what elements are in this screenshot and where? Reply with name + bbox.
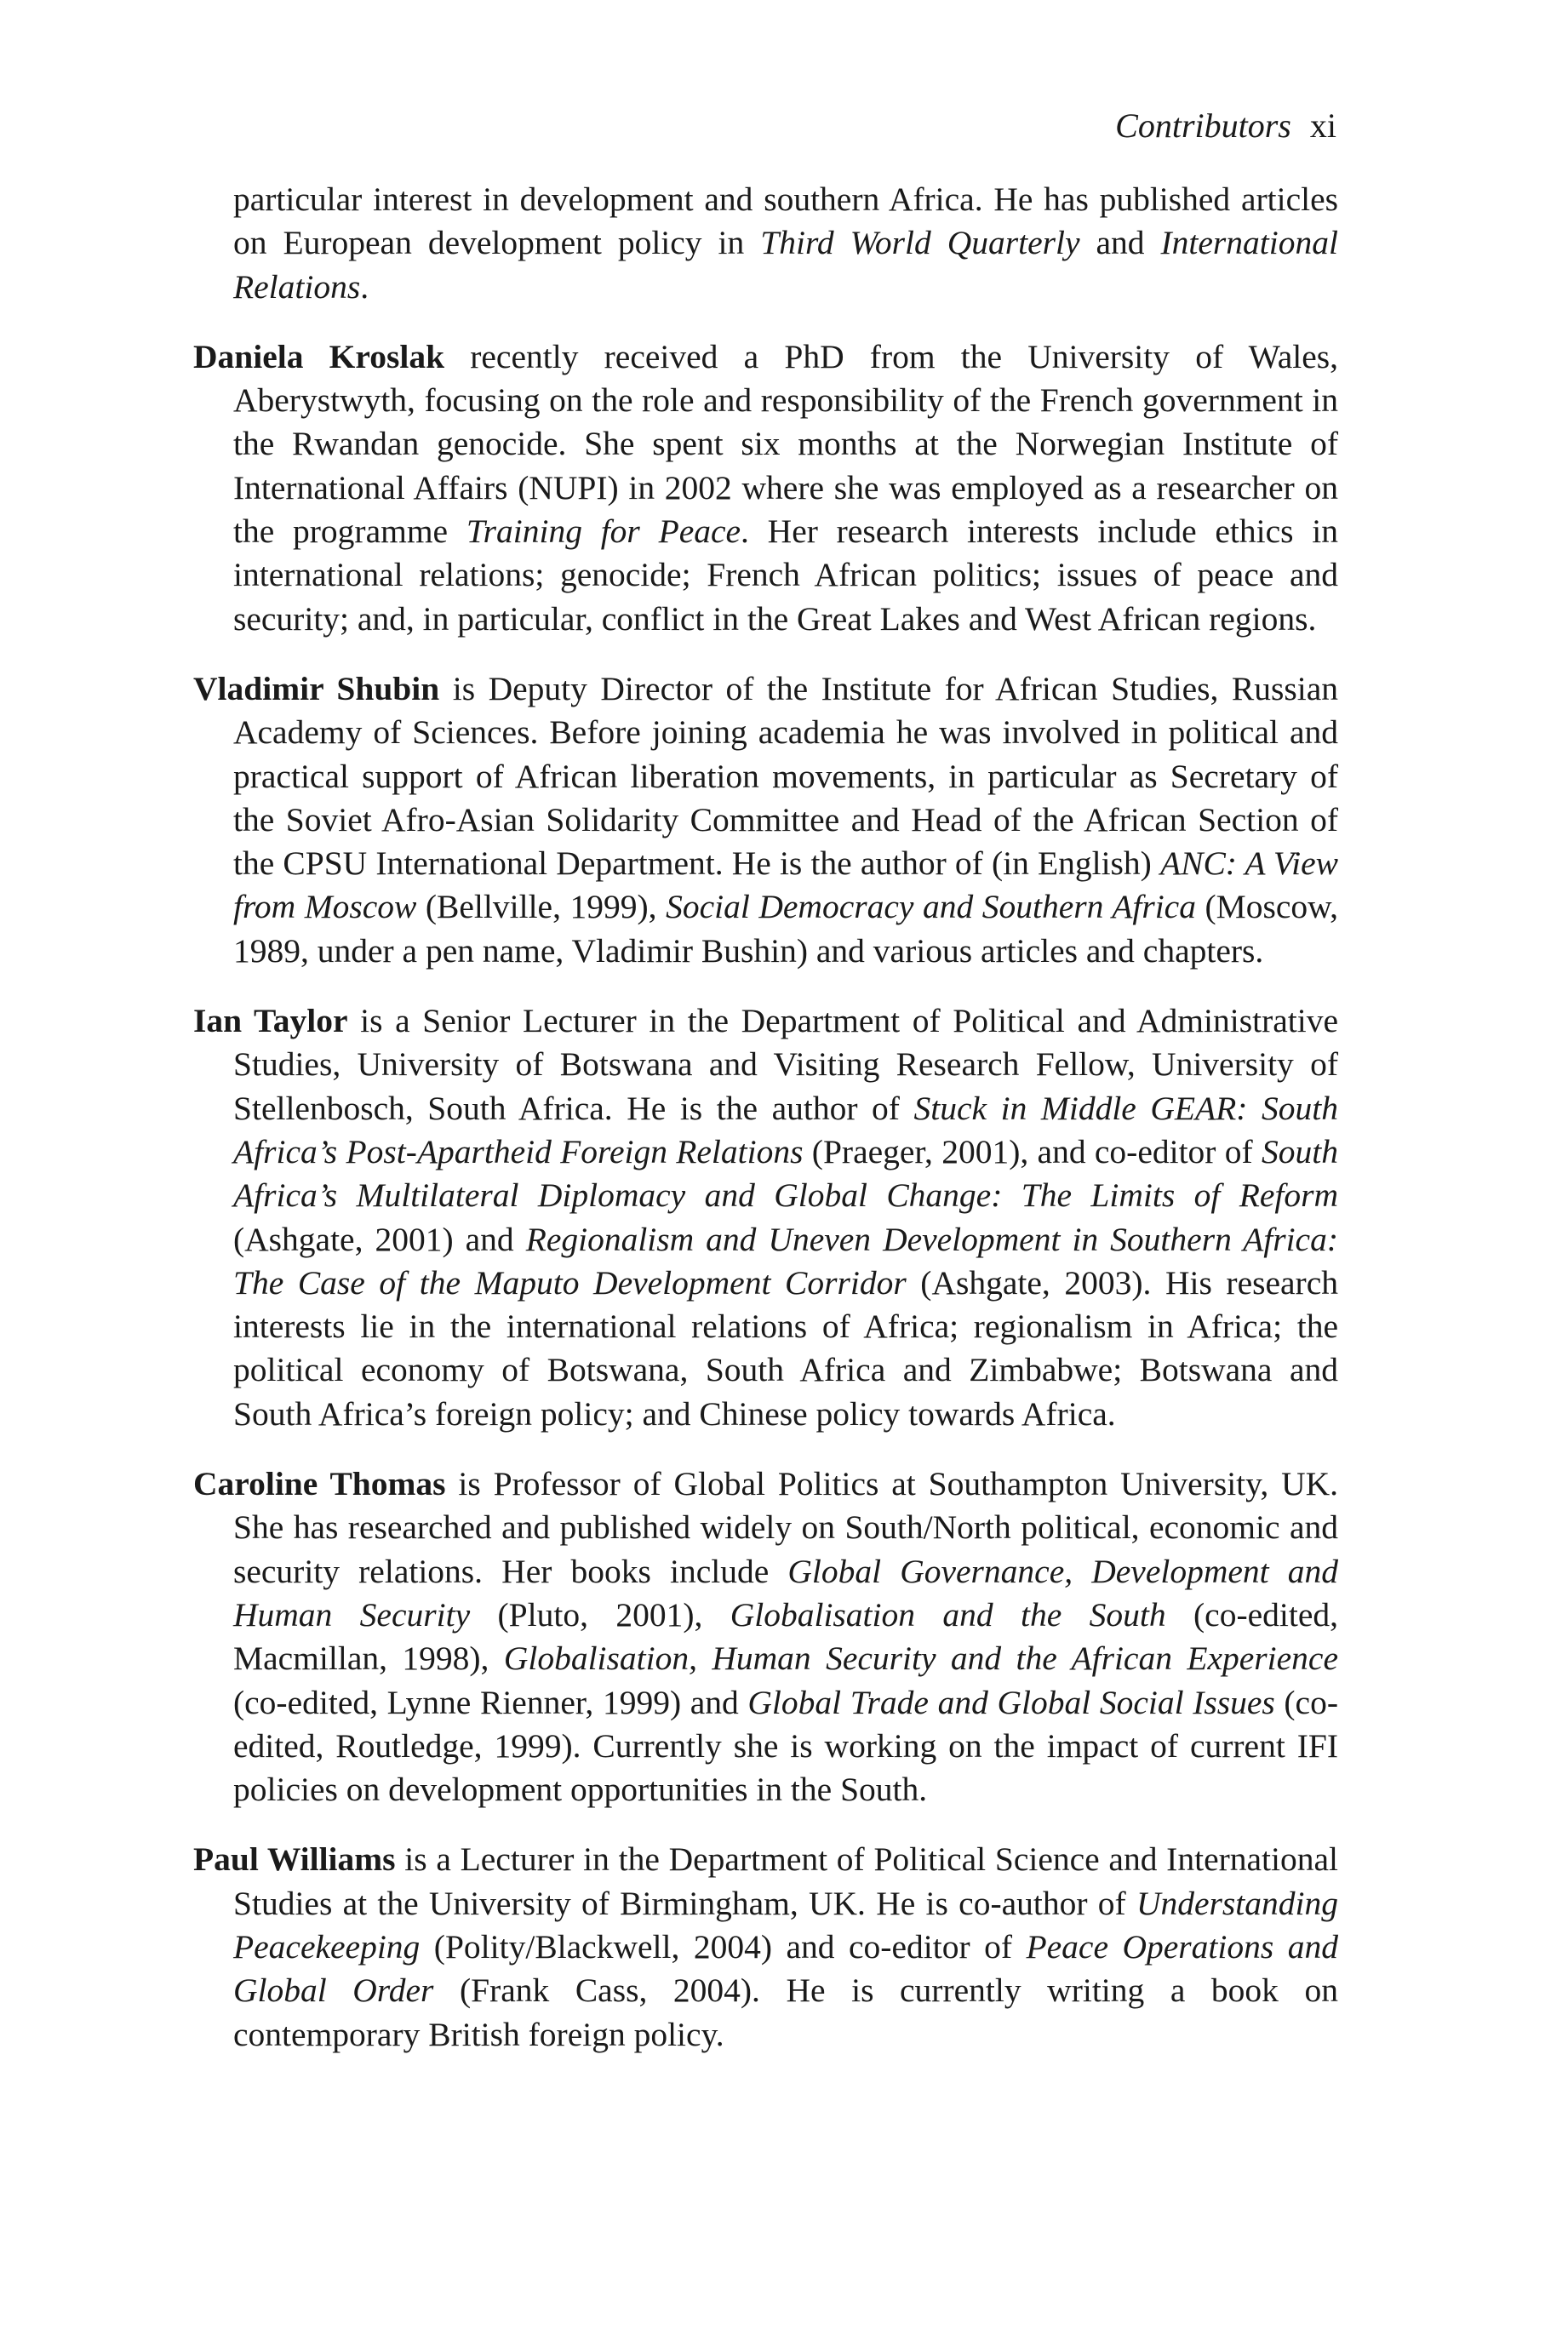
publication-title: Globalisation, Human Security and the African Experience: [503, 1640, 1338, 1678]
entry-text: (Bellville, 1999),: [416, 888, 667, 926]
entry-text: (Ashgate, 2003). His research interests lie in the international relations of Africa; regionalism in Africa; the political economy of Botswana, South Africa and Zimbabwe; Botswana and South Africa’s foreign policy; and Chinese policy towards Africa.: [233, 1263, 1338, 1433]
contributor-entry-continued: [193, 178, 1338, 309]
contributor-entry-taylor: [193, 999, 1338, 1436]
contributor-name: Paul Williams: [193, 1840, 396, 1879]
contributor-name: Daniela Kroslak: [193, 337, 445, 375]
entry-text: (co-edited, Macmillan, 1998),: [233, 1595, 1339, 1678]
entry-text: particular interest in development and southern Africa. He has published articles on European development policy in: [233, 180, 1338, 262]
publication-title: Third World Quarterly: [760, 224, 1080, 262]
entry-text: (Frank Cass, 2004). He is currently writing a book on contemporary British foreign policy.: [233, 1971, 1339, 2053]
entry-text: (Moscow, 1989, under a pen name, Vladimir Bushin) and various articles and chapters.: [233, 888, 1339, 970]
publication-title: Training for Peace: [466, 512, 741, 551]
publication-title: Peace Operations and Global Order: [233, 1927, 1338, 2010]
contributor-name: Ian Taylor: [193, 1002, 348, 1040]
entry-text: recently received a PhD from the University of Wales, Aberystwyth, focusing on the role and responsibility of the French government in the Rwandan genocide. She spent six months at the Norwegian Institute of International Affairs (NUPI) in 2002 where she was employed as a researcher on the programme: [233, 337, 1338, 551]
entry-text: (Praeger, 2001), and co-editor of: [803, 1132, 1262, 1170]
contributor-entry-thomas: [193, 1462, 1338, 1811]
contributor-entry-shubin: [193, 667, 1338, 973]
entry-text: (Pluto, 2001),: [470, 1595, 730, 1634]
entry-text: (Ashgate, 2001) and: [233, 1220, 526, 1258]
entry-text: (co-edited, Routledge, 1999). Currently she is working on the impact of current IFI policies on development opportunities in the South.: [233, 1683, 1338, 1809]
publication-title: Global Governance, Development and Human Security: [233, 1552, 1338, 1634]
entry-text: and: [1079, 224, 1161, 262]
running-head: [1115, 106, 1336, 146]
publication-title: International Relations: [233, 224, 1338, 306]
contributor-entry-williams: [193, 1838, 1338, 2056]
entry-text: is Deputy Director of the Institute for African Studies, Russian Academy of Sciences. Before joining academia he was involved in political and practical support of African liberation movements, in particular as Secretary of the Soviet Afro-Asian Solidarity Committee and Head of the African Section of the CPSU International Department. He is the author of (in English): [233, 669, 1338, 883]
contributor-name: Caroline Thomas: [193, 1465, 446, 1503]
publication-title: South Africa’s Multilateral Diplomacy and Global Change: The Limits of Reform: [233, 1132, 1338, 1215]
publication-title: Global Trade and Global Social Issues: [747, 1683, 1275, 1721]
publication-title: Globalisation and the South: [730, 1595, 1166, 1634]
entry-text: . Her research interests include ethics in international relations; genocide; French African politics; issues of peace and security; and, in particular, conflict in the Great Lakes and West African regions.: [233, 512, 1338, 638]
entry-text: is a Senior Lecturer in the Department of Political and Administrative Studies, University of Botswana and Visiting Research Fellow, University of Stellenbosch, South Africa. He is the author of: [233, 1002, 1338, 1127]
publication-title: ANC: A View from Moscow: [233, 844, 1338, 926]
page-number: xi: [1309, 106, 1336, 145]
contributor-entry-kroslak: [193, 335, 1338, 641]
publication-title: Stuck in Middle GEAR: South Africa’s Post-Apartheid Foreign Relations: [233, 1089, 1338, 1170]
contributors-list: [193, 178, 1338, 2083]
entry-text: .: [360, 267, 369, 306]
contributor-name: Vladimir Shubin: [193, 669, 440, 707]
entry-text: (co-edited, Lynne Rienner, 1999) and: [233, 1683, 748, 1721]
publication-title: Social Democracy and Southern Africa: [666, 888, 1196, 926]
running-head-title: Contributors: [1115, 106, 1291, 145]
entry-text: (Polity/Blackwell, 2004) and co-editor of: [420, 1927, 1027, 1966]
publication-title: Understanding Peacekeeping: [233, 1884, 1338, 1966]
entry-text: is a Lecturer in the Department of Political Science and International Studies at the University of Birmingham, UK. He is co-author of: [233, 1840, 1338, 1922]
entry-text: is Professor of Global Politics at Southampton University, UK. She has researched and published widely on South/North political, economic and security relations. Her books include: [233, 1465, 1339, 1590]
publication-title: Regionalism and Uneven Development in Southern Africa: The Case of the Maputo Development Corridor: [233, 1220, 1338, 1302]
